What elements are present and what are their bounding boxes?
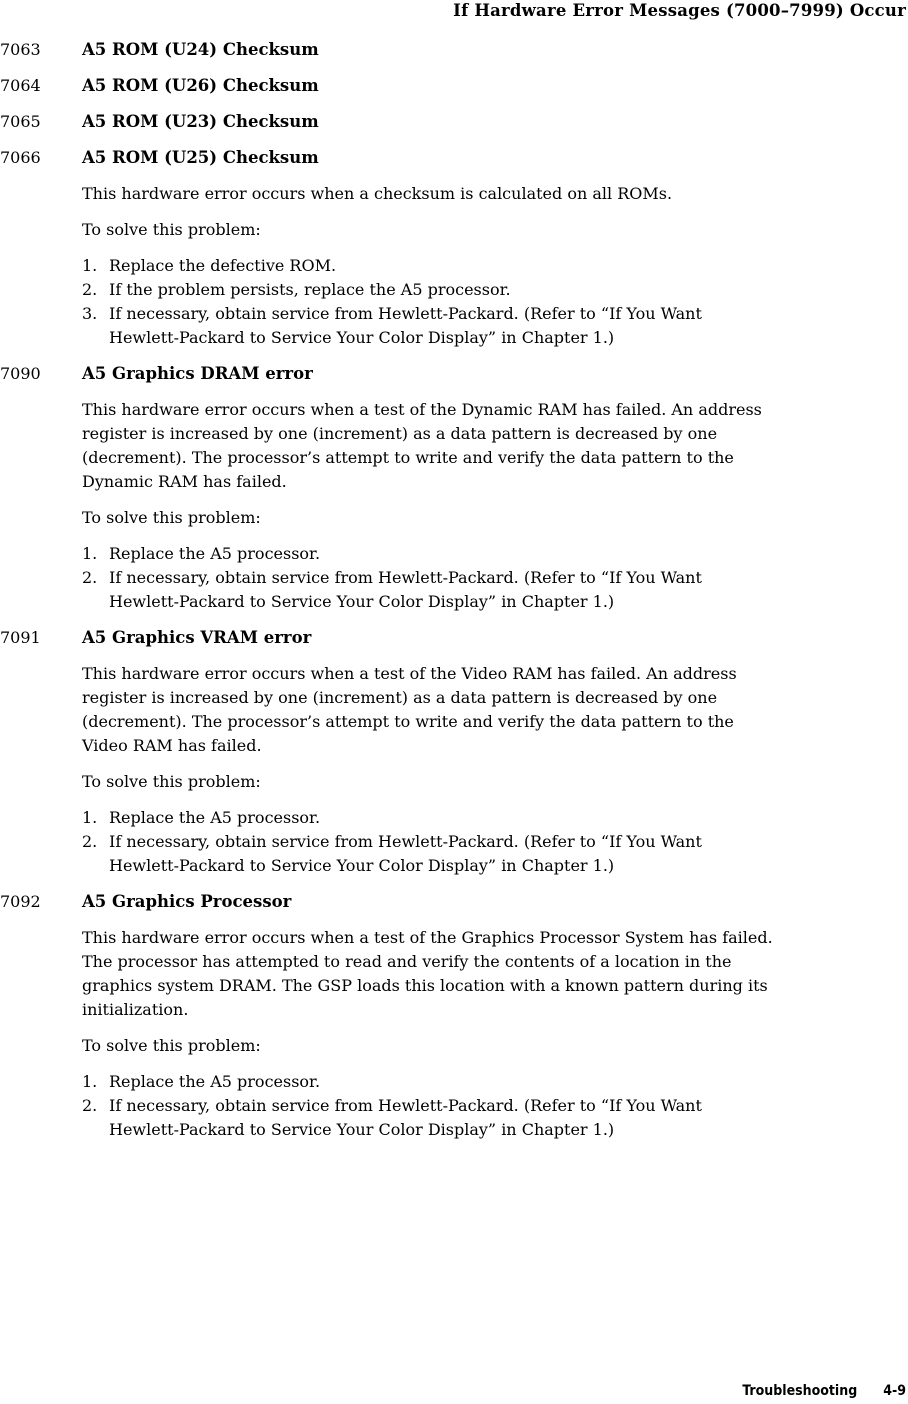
step-text: If necessary, obtain service from Hewlett-Packard. (Refer to “If You Want Hewlett-Packard to Service Your Color Display” in Chapter 1.) [109,568,702,611]
page-content [0,38,900,1154]
solution-lead: To solve this problem: [82,220,261,239]
solution-steps [82,542,900,614]
step-text: Replace the defective ROM. [109,256,337,275]
error-entry-7090 [0,362,900,398]
step-number: 1. [82,1072,98,1091]
solution-step [82,1094,900,1142]
error-code: 7065 [0,112,41,131]
error-entry-7064 [0,74,900,110]
solution-lead: To solve this problem: [82,772,261,791]
error-title: A5 Graphics VRAM error [82,628,312,647]
error-code: 7092 [0,892,41,911]
solution-steps [82,1070,900,1142]
solution-steps [82,806,900,878]
solution-step [82,278,900,302]
error-description: This hardware error occurs when a test of the Graphics Processor System has failed. The processor has attempted to read and verify the contents of a location in the graphics system DRAM. The GSP loads this location with a known pattern during its initialization. [82,928,773,1019]
step-number: 2. [82,832,98,851]
error-title: A5 Graphics DRAM error [82,364,313,383]
error-title: A5 ROM (U26) Checksum [82,76,319,95]
error-code: 7091 [0,628,41,647]
solution-step [82,1070,900,1094]
error-entry-7065 [0,110,900,146]
error-code: 7090 [0,364,41,383]
step-text: If the problem persists, replace the A5 processor. [109,280,511,299]
step-text: Replace the A5 processor. [109,544,321,563]
error-title: A5 ROM (U24) Checksum [82,40,319,59]
running-header: If Hardware Error Messages (7000–7999) Occur [453,1,906,20]
step-number: 2. [82,280,98,299]
solution-step [82,302,900,350]
step-number: 1. [82,808,98,827]
footer-section: Troubleshooting [742,1383,858,1399]
step-number: 2. [82,1096,98,1115]
solution-step [82,806,900,830]
error-description: This hardware error occurs when a checksum is calculated on all ROMs. [82,184,673,203]
error-title: A5 ROM (U23) Checksum [82,112,319,131]
step-text: Replace the A5 processor. [109,1072,321,1091]
solution-steps [82,254,900,350]
step-number: 1. [82,256,98,275]
error-description: This hardware error occurs when a test of the Video RAM has failed. An address register is increased by one (increment) as a data pattern is decreased by one (decrement). The processor’s attempt to write and verify the data pattern to the Video RAM has failed. [82,664,737,755]
error-entry-7092 [0,890,900,926]
error-title: A5 Graphics Processor [82,892,292,911]
error-entry-7066 [0,146,900,182]
solution-step [82,542,900,566]
step-text: If necessary, obtain service from Hewlett-Packard. (Refer to “If You Want Hewlett-Packard to Service Your Color Display” in Chapter 1.) [109,304,702,347]
step-number: 1. [82,544,98,563]
error-title: A5 ROM (U25) Checksum [82,148,319,167]
solution-step [82,254,900,278]
page-number: 4-9 [883,1383,906,1399]
solution-lead: To solve this problem: [82,1036,261,1055]
step-text: Replace the A5 processor. [109,808,321,827]
step-number: 2. [82,568,98,587]
step-text: If necessary, obtain service from Hewlett-Packard. (Refer to “If You Want Hewlett-Packard to Service Your Color Display” in Chapter 1.) [109,1096,702,1139]
step-text: If necessary, obtain service from Hewlett-Packard. (Refer to “If You Want Hewlett-Packard to Service Your Color Display” in Chapter 1.) [109,832,702,875]
error-entry-7063 [0,38,900,74]
step-number: 3. [82,304,98,323]
error-description: This hardware error occurs when a test of the Dynamic RAM has failed. An address register is increased by one (increment) as a data pattern is decreased by one (decrement). The processor’s attempt to write and verify the data pattern to the Dynamic RAM has failed. [82,400,762,491]
error-code: 7064 [0,76,41,95]
error-entry-7091 [0,626,900,662]
solution-lead: To solve this problem: [82,508,261,527]
error-code: 7063 [0,40,41,59]
solution-step [82,566,900,614]
error-code: 7066 [0,148,41,167]
solution-step [82,830,900,878]
page-footer [742,1383,906,1399]
